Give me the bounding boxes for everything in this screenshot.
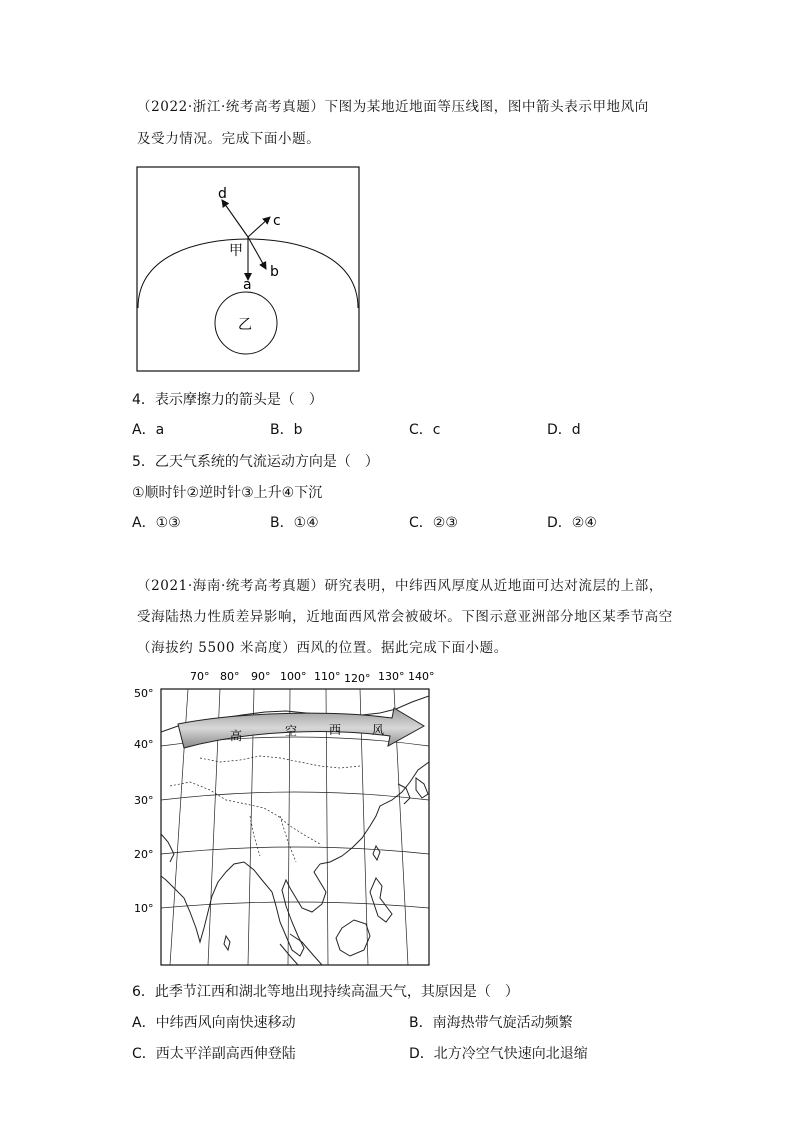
- label-jia: 甲: [229, 243, 243, 259]
- lon-label-140: 140°: [408, 670, 435, 683]
- q5-option-b[interactable]: B．①④: [270, 515, 319, 531]
- isobar-figure: [136, 166, 362, 373]
- passage1-line2: 及受力情况。完成下面小题。: [137, 131, 321, 147]
- passage2-line2: 受海陆热力性质差异影响，近地面西风常会被破坏。下图示意亚洲部分地区某季节高空: [137, 609, 673, 625]
- q5-stem: 5．乙天气系统的气流运动方向是（ ）: [132, 454, 379, 470]
- q5-option-d[interactable]: D．②④: [547, 515, 597, 531]
- q5-option-c[interactable]: C．②③: [409, 515, 458, 531]
- label-b: b: [270, 264, 279, 280]
- lat-label-30: 30°: [134, 794, 154, 807]
- q4-option-d[interactable]: D．d: [547, 422, 581, 438]
- q6-option-b[interactable]: B．南海热带气旋活动频繁: [409, 1015, 573, 1031]
- arrow-char-kong: 空: [285, 724, 298, 738]
- label-a: a: [243, 277, 252, 293]
- label-yi: 乙: [238, 317, 252, 333]
- lat-label-50: 50°: [134, 687, 154, 700]
- arrow-c: [248, 217, 270, 237]
- q5-option-a[interactable]: A．①③: [132, 515, 181, 531]
- q6-stem: 6．此季节江西和湖北等地出现持续高温天气，其原因是（ ）: [132, 984, 519, 1000]
- lon-label-100: 100°: [280, 670, 307, 683]
- asia-map-figure: [130, 666, 440, 970]
- q4-option-c[interactable]: C．c: [409, 422, 441, 438]
- label-d: d: [218, 186, 227, 202]
- q5-choices: ①顺时针②逆时针③上升④下沉: [132, 485, 323, 501]
- lon-label-80: 80°: [220, 670, 240, 683]
- arrow-d: [222, 200, 248, 237]
- lon-label-120: 120°: [344, 672, 371, 685]
- lat-label-40: 40°: [134, 738, 154, 751]
- passage1-line1: （2022·浙江·统考高考真题）下图为某地近地面等压线图，图中箭头表示甲地风向: [137, 99, 649, 115]
- q6-option-c[interactable]: C．西太平洋副高西伸登陆: [132, 1046, 296, 1062]
- q4-option-b[interactable]: B．b: [270, 422, 303, 438]
- q4-option-a[interactable]: A．a: [132, 422, 165, 438]
- arrow-b: [248, 237, 266, 269]
- arrow-char-feng: 风: [372, 723, 385, 737]
- q4-stem: 4．表示摩擦力的箭头是（ ）: [132, 392, 323, 408]
- arrow-char-gao: 高: [230, 729, 243, 743]
- passage2-line1: （2021·海南·统考高考真题）研究表明，中纬西风厚度从近地面可达对流层的上部，: [137, 578, 663, 594]
- lon-label-90: 90°: [251, 670, 271, 683]
- lon-label-70: 70°: [190, 670, 210, 683]
- passage2-line3: （海拔约 5500 米高度）西风的位置。据此完成下面小题。: [137, 640, 508, 656]
- lon-label-130: 130°: [378, 670, 405, 683]
- q6-option-d[interactable]: D．北方冷空气快速向北退缩: [409, 1046, 588, 1062]
- lat-label-10: 10°: [134, 902, 154, 915]
- arrow-char-xi: 西: [329, 723, 342, 737]
- lat-label-20: 20°: [134, 848, 154, 861]
- label-c: c: [273, 213, 281, 229]
- lon-label-110: 110°: [314, 670, 341, 683]
- q6-option-a[interactable]: A．中纬西风向南快速移动: [132, 1015, 296, 1031]
